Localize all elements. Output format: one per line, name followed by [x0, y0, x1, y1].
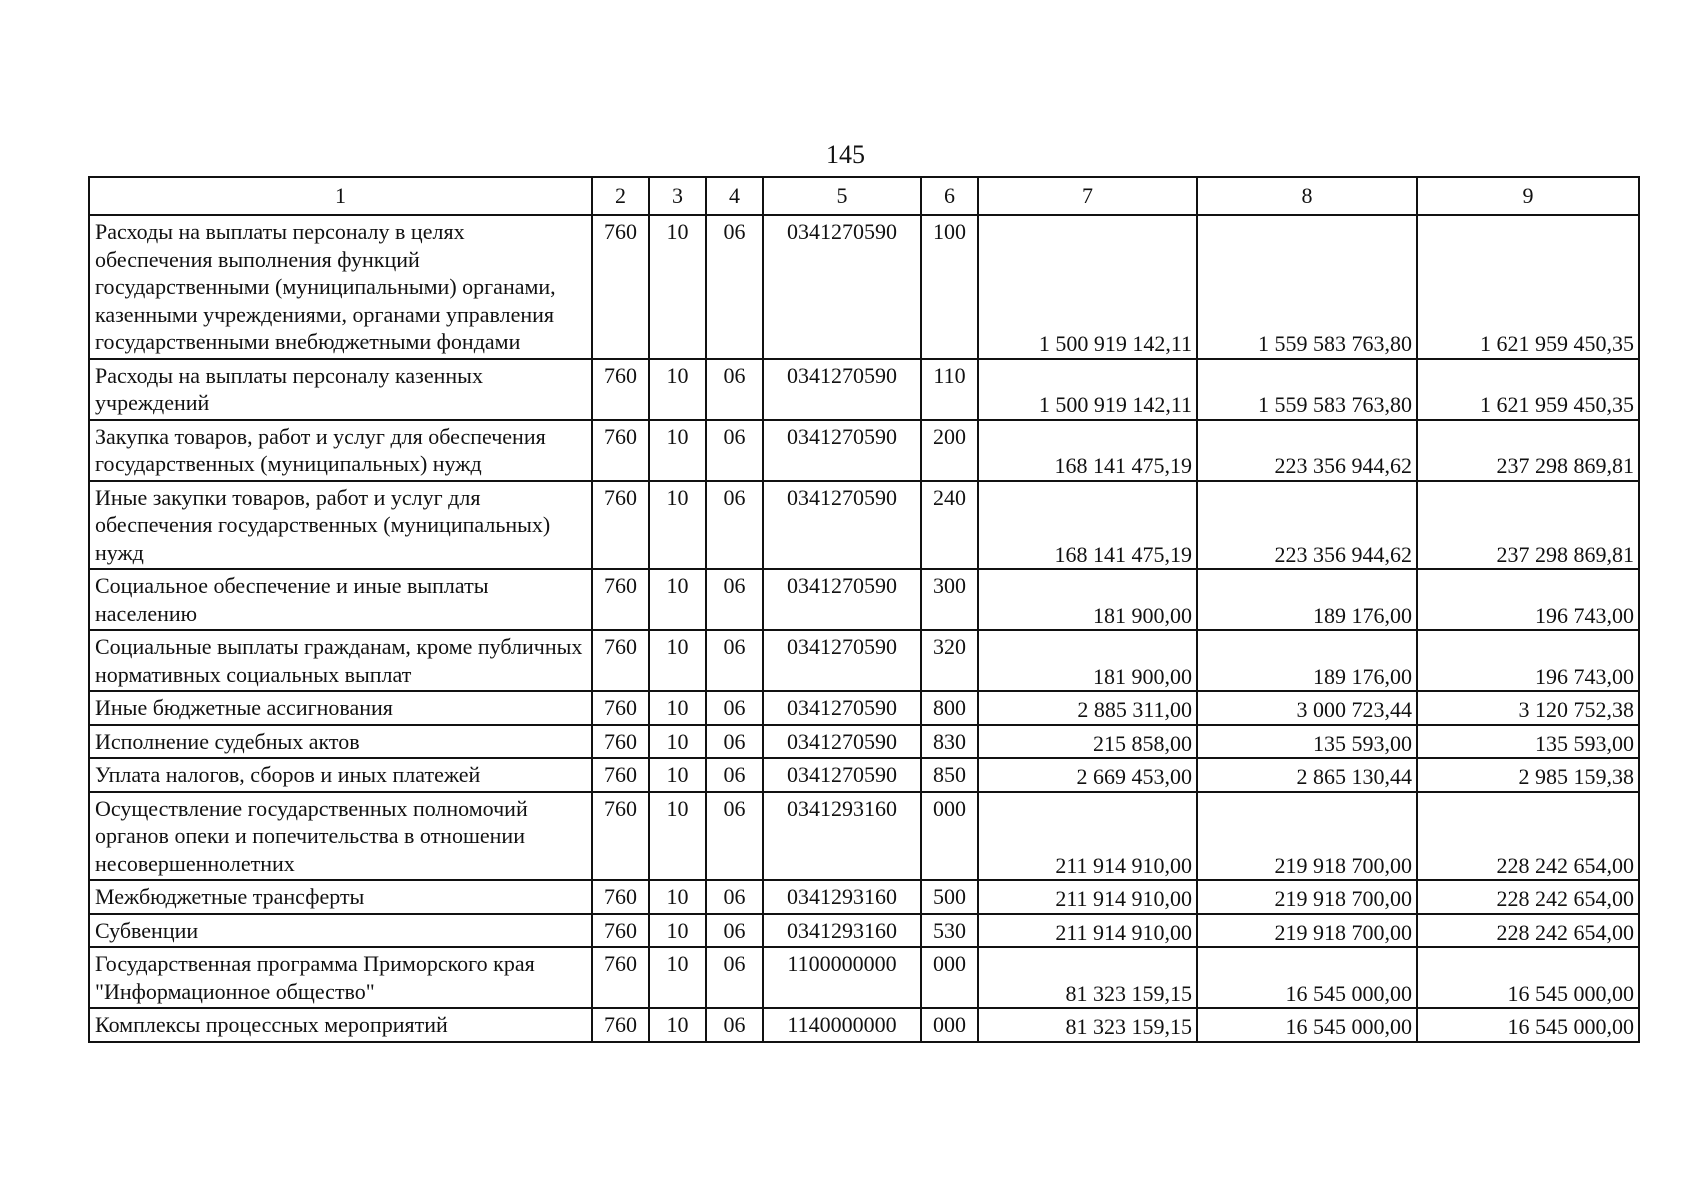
- amount-cell: 1 500 919 142,11: [978, 215, 1197, 359]
- row-name-cell: Уплата налогов, сборов и иных платежей: [89, 758, 592, 792]
- row-name-cell: Расходы на выплаты персоналу казенных учреждений: [89, 359, 592, 420]
- amount-cell: 1 500 919 142,11: [978, 359, 1197, 420]
- code-cell: 0341270590: [763, 725, 921, 759]
- code-cell: 10: [649, 1008, 706, 1042]
- amount-cell: 3 120 752,38: [1417, 691, 1639, 725]
- code-cell: 10: [649, 914, 706, 948]
- amount-cell: 196 743,00: [1417, 569, 1639, 630]
- amount-cell: 81 323 159,15: [978, 947, 1197, 1008]
- row-name-cell: Осуществление государственных полномочий органов опеки и попечительства в отношении несовершеннолетних: [89, 792, 592, 881]
- table-row: [89, 630, 1639, 691]
- row-name-cell: Иные бюджетные ассигнования: [89, 691, 592, 725]
- table-row: [89, 420, 1639, 481]
- code-cell: 0341293160: [763, 792, 921, 881]
- row-name-cell: Социальное обеспечение и иные выплаты населению: [89, 569, 592, 630]
- table-row: [89, 691, 1639, 725]
- column-header: 4: [706, 177, 763, 215]
- code-cell: 0341270590: [763, 481, 921, 570]
- code-cell: 760: [592, 914, 649, 948]
- column-header: 2: [592, 177, 649, 215]
- column-header: 7: [978, 177, 1197, 215]
- code-cell: 320: [921, 630, 978, 691]
- code-cell: 06: [706, 569, 763, 630]
- code-cell: 06: [706, 691, 763, 725]
- code-cell: 06: [706, 792, 763, 881]
- code-cell: 850: [921, 758, 978, 792]
- code-cell: 10: [649, 569, 706, 630]
- code-cell: 06: [706, 947, 763, 1008]
- amount-cell: 1 559 583 763,80: [1197, 215, 1417, 359]
- row-name-cell: Закупка товаров, работ и услуг для обеспечения государственных (муниципальных) нужд: [89, 420, 592, 481]
- code-cell: 760: [592, 359, 649, 420]
- code-cell: 06: [706, 420, 763, 481]
- column-header: 5: [763, 177, 921, 215]
- code-cell: 10: [649, 630, 706, 691]
- row-name-cell: Межбюджетные трансферты: [89, 880, 592, 914]
- amount-cell: 1 621 959 450,35: [1417, 359, 1639, 420]
- code-cell: 760: [592, 691, 649, 725]
- code-cell: 10: [649, 792, 706, 881]
- budget-table: [88, 176, 1640, 1043]
- table-row: [89, 569, 1639, 630]
- code-cell: 06: [706, 215, 763, 359]
- row-name-cell: Комплексы процессных мероприятий: [89, 1008, 592, 1042]
- table-row: [89, 359, 1639, 420]
- column-header: 9: [1417, 177, 1639, 215]
- code-cell: 760: [592, 947, 649, 1008]
- amount-cell: 181 900,00: [978, 569, 1197, 630]
- table-row: [89, 880, 1639, 914]
- amount-cell: 2 885 311,00: [978, 691, 1197, 725]
- amount-cell: 189 176,00: [1197, 569, 1417, 630]
- code-cell: 0341270590: [763, 630, 921, 691]
- code-cell: 06: [706, 630, 763, 691]
- amount-cell: 219 918 700,00: [1197, 792, 1417, 881]
- code-cell: 800: [921, 691, 978, 725]
- code-cell: 0341293160: [763, 880, 921, 914]
- amount-cell: 16 545 000,00: [1417, 1008, 1639, 1042]
- code-cell: 000: [921, 792, 978, 881]
- column-header: 3: [649, 177, 706, 215]
- amount-cell: 237 298 869,81: [1417, 420, 1639, 481]
- amount-cell: 237 298 869,81: [1417, 481, 1639, 570]
- table-row: [89, 758, 1639, 792]
- code-cell: 06: [706, 914, 763, 948]
- code-cell: 1140000000: [763, 1008, 921, 1042]
- code-cell: 10: [649, 725, 706, 759]
- amount-cell: 228 242 654,00: [1417, 792, 1639, 881]
- row-name-cell: Исполнение судебных актов: [89, 725, 592, 759]
- code-cell: 1100000000: [763, 947, 921, 1008]
- amount-cell: 16 545 000,00: [1197, 947, 1417, 1008]
- amount-cell: 135 593,00: [1417, 725, 1639, 759]
- header-row: [89, 177, 1639, 215]
- code-cell: 240: [921, 481, 978, 570]
- amount-cell: 2 865 130,44: [1197, 758, 1417, 792]
- amount-cell: 135 593,00: [1197, 725, 1417, 759]
- table-row: [89, 914, 1639, 948]
- column-header: 1: [89, 177, 592, 215]
- code-cell: 0341270590: [763, 569, 921, 630]
- code-cell: 0341270590: [763, 420, 921, 481]
- amount-cell: 223 356 944,62: [1197, 481, 1417, 570]
- code-cell: 100: [921, 215, 978, 359]
- code-cell: 10: [649, 481, 706, 570]
- amount-cell: 211 914 910,00: [978, 792, 1197, 881]
- code-cell: 830: [921, 725, 978, 759]
- table-row: [89, 792, 1639, 881]
- amount-cell: 1 621 959 450,35: [1417, 215, 1639, 359]
- code-cell: 10: [649, 880, 706, 914]
- code-cell: 10: [649, 420, 706, 481]
- amount-cell: 189 176,00: [1197, 630, 1417, 691]
- code-cell: 0341270590: [763, 359, 921, 420]
- amount-cell: 211 914 910,00: [978, 914, 1197, 948]
- code-cell: 10: [649, 359, 706, 420]
- code-cell: 200: [921, 420, 978, 481]
- amount-cell: 215 858,00: [978, 725, 1197, 759]
- amount-cell: 228 242 654,00: [1417, 880, 1639, 914]
- amount-cell: 223 356 944,62: [1197, 420, 1417, 481]
- code-cell: 0341270590: [763, 215, 921, 359]
- row-name-cell: Государственная программа Приморского края "Информационное общество": [89, 947, 592, 1008]
- amount-cell: 1 559 583 763,80: [1197, 359, 1417, 420]
- code-cell: 06: [706, 725, 763, 759]
- table-row: [89, 215, 1639, 359]
- table-row: [89, 947, 1639, 1008]
- code-cell: 06: [706, 481, 763, 570]
- code-cell: 0341293160: [763, 914, 921, 948]
- row-name-cell: Иные закупки товаров, работ и услуг для обеспечения государственных (муниципальных) нужд: [89, 481, 592, 570]
- code-cell: 10: [649, 947, 706, 1008]
- code-cell: 760: [592, 481, 649, 570]
- page-number: 145: [826, 140, 865, 169]
- code-cell: 06: [706, 758, 763, 792]
- code-cell: 760: [592, 792, 649, 881]
- column-header: 8: [1197, 177, 1417, 215]
- code-cell: 000: [921, 947, 978, 1008]
- code-cell: 760: [592, 215, 649, 359]
- amount-cell: 16 545 000,00: [1197, 1008, 1417, 1042]
- code-cell: 06: [706, 880, 763, 914]
- code-cell: 300: [921, 569, 978, 630]
- code-cell: 10: [649, 691, 706, 725]
- code-cell: 760: [592, 1008, 649, 1042]
- code-cell: 000: [921, 1008, 978, 1042]
- amount-cell: 3 000 723,44: [1197, 691, 1417, 725]
- code-cell: 06: [706, 1008, 763, 1042]
- code-cell: 110: [921, 359, 978, 420]
- code-cell: 760: [592, 880, 649, 914]
- amount-cell: 181 900,00: [978, 630, 1197, 691]
- column-header: 6: [921, 177, 978, 215]
- code-cell: 10: [649, 758, 706, 792]
- amount-cell: 196 743,00: [1417, 630, 1639, 691]
- row-name-cell: Субвенции: [89, 914, 592, 948]
- amount-cell: 16 545 000,00: [1417, 947, 1639, 1008]
- amount-cell: 219 918 700,00: [1197, 880, 1417, 914]
- row-name-cell: Социальные выплаты гражданам, кроме публичных нормативных социальных выплат: [89, 630, 592, 691]
- amount-cell: 2 669 453,00: [978, 758, 1197, 792]
- table-row: [89, 481, 1639, 570]
- code-cell: 760: [592, 630, 649, 691]
- code-cell: 0341270590: [763, 691, 921, 725]
- code-cell: 500: [921, 880, 978, 914]
- amount-cell: 228 242 654,00: [1417, 914, 1639, 948]
- code-cell: 760: [592, 569, 649, 630]
- code-cell: 760: [592, 758, 649, 792]
- row-name-cell: Расходы на выплаты персоналу в целях обеспечения выполнения функций государственными (муниципальными) органами, казенными учреждениями, органами управления государственными внебюджетными фондами: [89, 215, 592, 359]
- code-cell: 0341270590: [763, 758, 921, 792]
- table-row: [89, 725, 1639, 759]
- code-cell: 10: [649, 215, 706, 359]
- code-cell: 760: [592, 420, 649, 481]
- code-cell: 530: [921, 914, 978, 948]
- code-cell: 06: [706, 359, 763, 420]
- amount-cell: 81 323 159,15: [978, 1008, 1197, 1042]
- amount-cell: 2 985 159,38: [1417, 758, 1639, 792]
- table-row: [89, 1008, 1639, 1042]
- amount-cell: 219 918 700,00: [1197, 914, 1417, 948]
- amount-cell: 168 141 475,19: [978, 481, 1197, 570]
- amount-cell: 168 141 475,19: [978, 420, 1197, 481]
- code-cell: 760: [592, 725, 649, 759]
- amount-cell: 211 914 910,00: [978, 880, 1197, 914]
